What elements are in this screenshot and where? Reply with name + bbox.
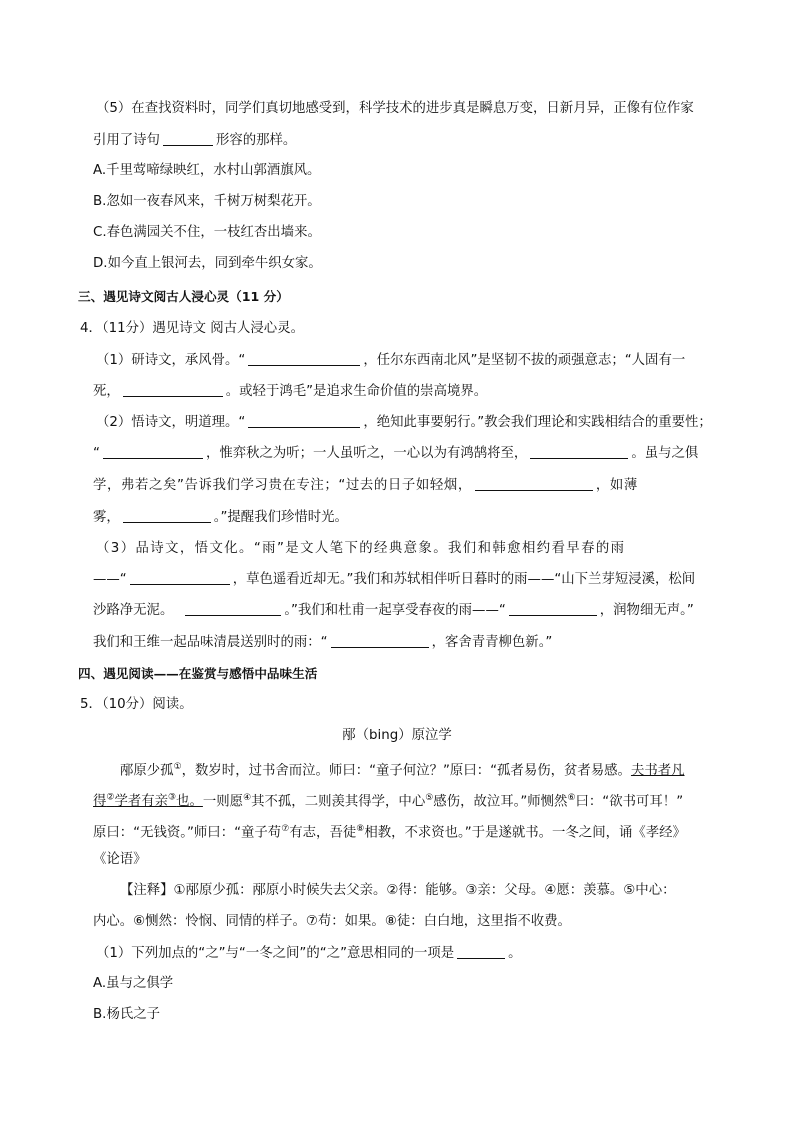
passage-text: 其不孤，二则羡其得学，中心 [251, 794, 426, 810]
q4-p1-line2 [93, 382, 487, 401]
notes-line1: 【注释】①邴原少孤：邴原小时候失去父亲。②得：能够。③亲：父母。④愿：羡慕。⑤中心： [120, 883, 676, 898]
answer-blank[interactable] [248, 413, 360, 428]
q4-text: ——“ [93, 572, 127, 587]
passage-text: 一则愿 [202, 794, 244, 810]
q3-5-text: 引用了诗句 [93, 133, 160, 148]
passage-line3 [93, 820, 686, 842]
q5-heading: 5．（10分）阅读。 [80, 697, 193, 712]
note-marker: ① [173, 762, 182, 772]
underlined-sentence: 夫书者凡 [630, 763, 685, 779]
answer-blank[interactable] [509, 601, 597, 616]
q4-text: ，惟弈秋之为听；一人虽听之，一心以为有鸿鹄将至， [205, 446, 528, 461]
q3-5-line2 [93, 131, 296, 150]
passage-line4: 《论语》 [93, 852, 147, 867]
q4-p3-line1: （3）品诗文，悟文化。“雨”是文人笔下的经典意象。我们和韩愈相约看早春的雨 [96, 541, 626, 556]
q5-option-b: B.杨氏之子 [93, 1007, 161, 1022]
answer-blank[interactable] [185, 601, 281, 616]
option-c: C.春色满园关不住，一枝红杏出墙来。 [93, 225, 321, 240]
note-marker: ③ [168, 793, 177, 803]
q4-text: 。”提醒我们珍惜时光。 [213, 510, 348, 525]
answer-blank[interactable] [103, 444, 203, 459]
q4-text: ，客舍青青柳色新。” [431, 635, 553, 650]
q4-text: ，绝知此事要躬行。”教会我们理论和实践相结合的重要性； [363, 415, 712, 430]
answer-blank[interactable] [163, 131, 213, 146]
q4-p2-line3 [93, 476, 638, 495]
passage-text: 相教，不求资也。”于是遂就书。一冬之间，诵《孝经》 [364, 825, 686, 841]
q4-p3-line2 [93, 570, 695, 589]
note-marker: ⑦ [281, 824, 290, 834]
passage-text: 也。 [176, 794, 203, 810]
answer-blank[interactable] [248, 351, 360, 366]
q5-option-a: A.虽与之俱学 [93, 976, 174, 991]
note-marker: ⑥ [567, 793, 576, 803]
q4-p2-line2 [93, 444, 698, 463]
q3-5-text: 形容的那样。 [215, 133, 297, 148]
passage-text: 有志，吾徒 [289, 825, 357, 841]
note-marker: ④ [243, 793, 252, 803]
q4-text: 。”我们和杜甫一起享受春夜的雨——“ [284, 603, 506, 618]
q4-text: 。虽与之俱 [631, 446, 699, 461]
q4-text: ，任尔东西南北风”是坚韧不拔的顽强意志；“人固有一 [363, 353, 686, 368]
q4-text: 。或轻于鸿毛”是追求生命价值的崇高境界。 [225, 384, 488, 399]
section-3-title: 三、遇见诗文阅古人浸心灵（11 分） [78, 289, 289, 304]
q4-p1-line1 [96, 351, 685, 370]
answer-blank[interactable] [530, 444, 628, 459]
q4-text: 学，弗若之矣”告诉我们学习贵在专注；“过去的日子如轻烟， [93, 478, 472, 493]
underlined-sentence [93, 794, 203, 809]
option-b: B.忽如一夜春风来，千树万树梨花开。 [93, 194, 321, 209]
option-d: D.如今直上银河去，同到牵牛织女家。 [93, 256, 322, 271]
q4-heading: 4．（11分）遇见诗文 阅古人浸心灵。 [80, 321, 304, 336]
notes-line2: 内心。⑥恻然：怜悯、同情的样子。⑦苟：如果。⑧徒：白白地，这里指不收费。 [93, 914, 571, 929]
q3-5-line1: （5）在查找资料时，同学们真切地感受到，科学技术的进步真是瞬息万变，日新月异，正像有位作家 [96, 101, 694, 116]
q4-text: 沙路净无泥。 [93, 603, 174, 618]
answer-blank[interactable] [130, 570, 230, 585]
note-marker: ② [106, 793, 115, 803]
q4-text: ，润物细无声。” [599, 603, 694, 618]
q4-text: “ [93, 446, 100, 461]
q4-text: 死， [93, 384, 120, 399]
answer-blank[interactable] [457, 944, 505, 959]
answer-blank[interactable] [123, 382, 223, 397]
q4-p3-line3 [93, 601, 694, 620]
q4-text: ，草色遥看近却无。”我们和苏轼相伴听日暮时的雨——“山下兰芽短浸溪，松间 [232, 572, 696, 587]
answer-blank[interactable] [331, 633, 429, 648]
q4-text: 我们和王维一起品味清晨送别时的雨：“ [93, 635, 328, 650]
q4-p2-line4 [93, 508, 348, 527]
note-marker: ⑤ [425, 793, 434, 803]
section-4-title: 四、遇见阅读——在鉴赏与感悟中品味生活 [78, 666, 318, 681]
passage-text: 邴原少孤 [120, 763, 174, 779]
passage-text: 曰：“欲书可耳！” [575, 794, 684, 810]
passage-text: 感伤，故泣耳。”师恻然 [433, 794, 568, 810]
passage-text: 原曰：“无钱资。”师曰：“童子苟 [93, 825, 282, 841]
q4-text: 雾， [93, 510, 120, 525]
answer-blank[interactable] [123, 508, 211, 523]
passage-text: ，数岁时，过书舍而泣。师曰：“童子何泣？”原曰：“孤者易伤，贫者易感。 [181, 763, 631, 779]
answer-blank[interactable] [475, 476, 593, 491]
passage-text: 学者有亲 [114, 794, 169, 810]
q4-text: （1）研诗文，承风骨。“ [96, 353, 246, 368]
q5-text: （1）下列加点的“之”与“一冬之间”的“之”意思相同的一项是 [96, 946, 455, 961]
passage-text: 得 [93, 794, 107, 810]
q4-p2-line1 [96, 413, 712, 432]
q4-text: ，如薄 [595, 478, 638, 493]
q4-p3-line4 [93, 633, 552, 652]
passage-title: 邴（bing）原泣学 [342, 728, 452, 743]
note-marker: ⑧ [356, 824, 365, 834]
q5-text: 。 [508, 946, 522, 961]
option-a: A.千里莺啼绿映红，水村山郭酒旗风。 [93, 163, 321, 178]
q4-text: （2）悟诗文，明道理。“ [96, 415, 246, 430]
passage-line2 [93, 789, 683, 811]
q5-sub1 [96, 944, 522, 963]
passage-line1 [120, 758, 685, 780]
